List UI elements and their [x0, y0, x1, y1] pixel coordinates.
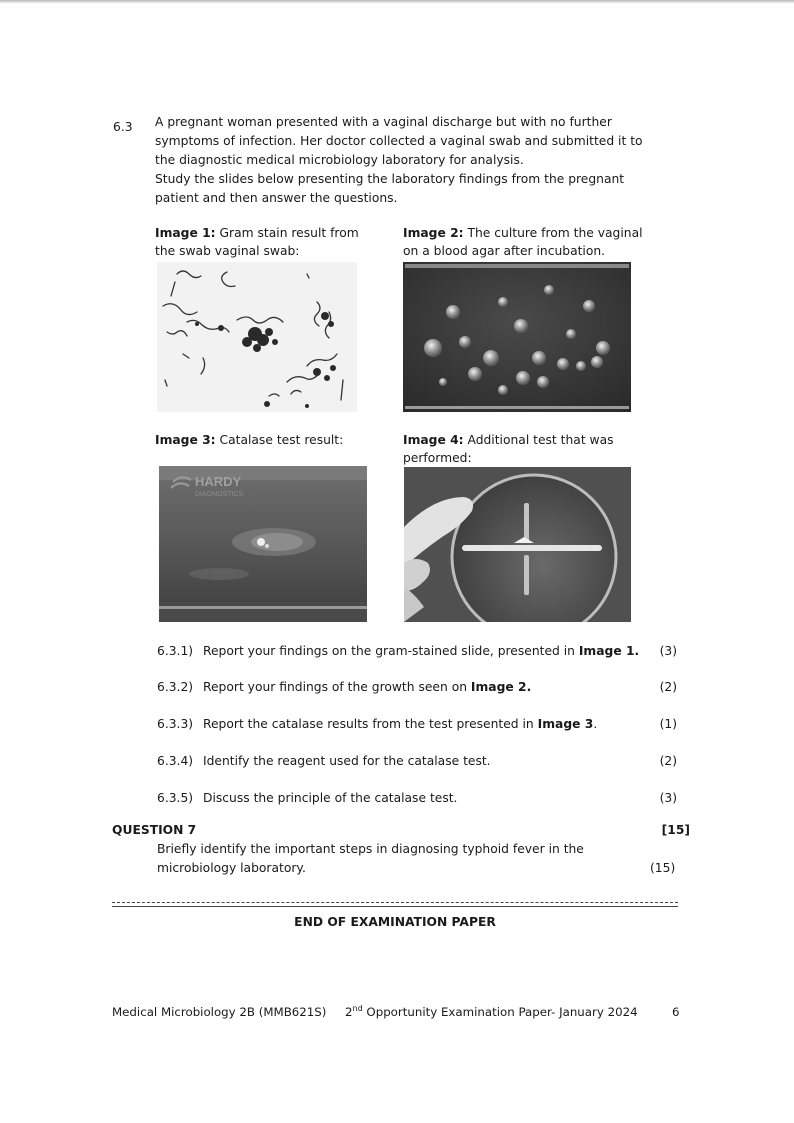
catalase-test-image: [159, 466, 367, 622]
subquestion-6-3-5: 6.3.5) Discuss the principle of the catalase test. (3): [157, 791, 677, 805]
end-of-paper: END OF EXAMINATION PAPER: [294, 915, 496, 929]
question-7-marks: (15): [650, 861, 676, 875]
intro-paragraph-1: A pregnant woman presented with a vaginal discharge but with no further symptoms of infection. Her doctor collected a vaginal swab and submitted it to the diagnostic medical microbiology laboratory for analysis.: [155, 115, 643, 167]
page-number: 6: [672, 1005, 680, 1019]
footer-paper: 2nd Opportunity Examination Paper- January 2024: [345, 1004, 638, 1019]
end-dashed-rule: [112, 902, 678, 903]
marks: (2): [659, 680, 677, 694]
blood-agar-culture-image: [403, 262, 631, 412]
gram-stain-image: [157, 262, 357, 412]
scan-top-edge: [0, 0, 794, 3]
subquestion-6-3-3: 6.3.3) Report the catalase results from the test presented in Image 3. (1): [157, 717, 677, 731]
question-7-total: [15]: [661, 823, 690, 837]
footer-course: Medical Microbiology 2B (MMB621S): [112, 1005, 327, 1019]
image-2-caption: Image 2: The culture from the vaginal on a blood agar after incubation.: [403, 226, 643, 258]
question-number: 6.3: [113, 120, 133, 134]
image-4-caption: Image 4: Additional test that was performed:: [403, 433, 614, 465]
image-1-caption: Image 1: Gram stain result from the swab vaginal swab:: [155, 226, 359, 258]
subquestion-6-3-1: 6.3.1) Report your findings on the gram-stained slide, presented in Image 1. (3): [157, 644, 677, 658]
svg-text:DIAGNOSTICS: DIAGNOSTICS: [195, 491, 244, 498]
image-3-caption: Image 3: Catalase test result:: [155, 433, 344, 447]
question-7-text: Briefly identify the important steps in diagnosing typhoid fever in the microbiology laboratory.: [157, 842, 584, 875]
svg-text:HARDY: HARDY: [195, 474, 242, 489]
marks: (1): [659, 717, 677, 731]
question-7-heading: QUESTION 7 [15]: [112, 823, 690, 837]
marks: (3): [659, 791, 677, 805]
additional-test-image: [404, 467, 631, 622]
subquestion-6-3-4: 6.3.4) Identify the reagent used for the catalase test. (2): [157, 754, 677, 768]
marks: (3): [659, 644, 677, 658]
question-intro: [155, 113, 655, 208]
subquestion-6-3-2: 6.3.2) Report your findings of the growth seen on Image 2. (2): [157, 680, 677, 694]
intro-paragraph-2: Study the slides below presenting the laboratory findings from the pregnant patient and then answer the questions.: [155, 172, 625, 205]
end-solid-rule: [112, 906, 678, 907]
marks: (2): [659, 754, 677, 768]
